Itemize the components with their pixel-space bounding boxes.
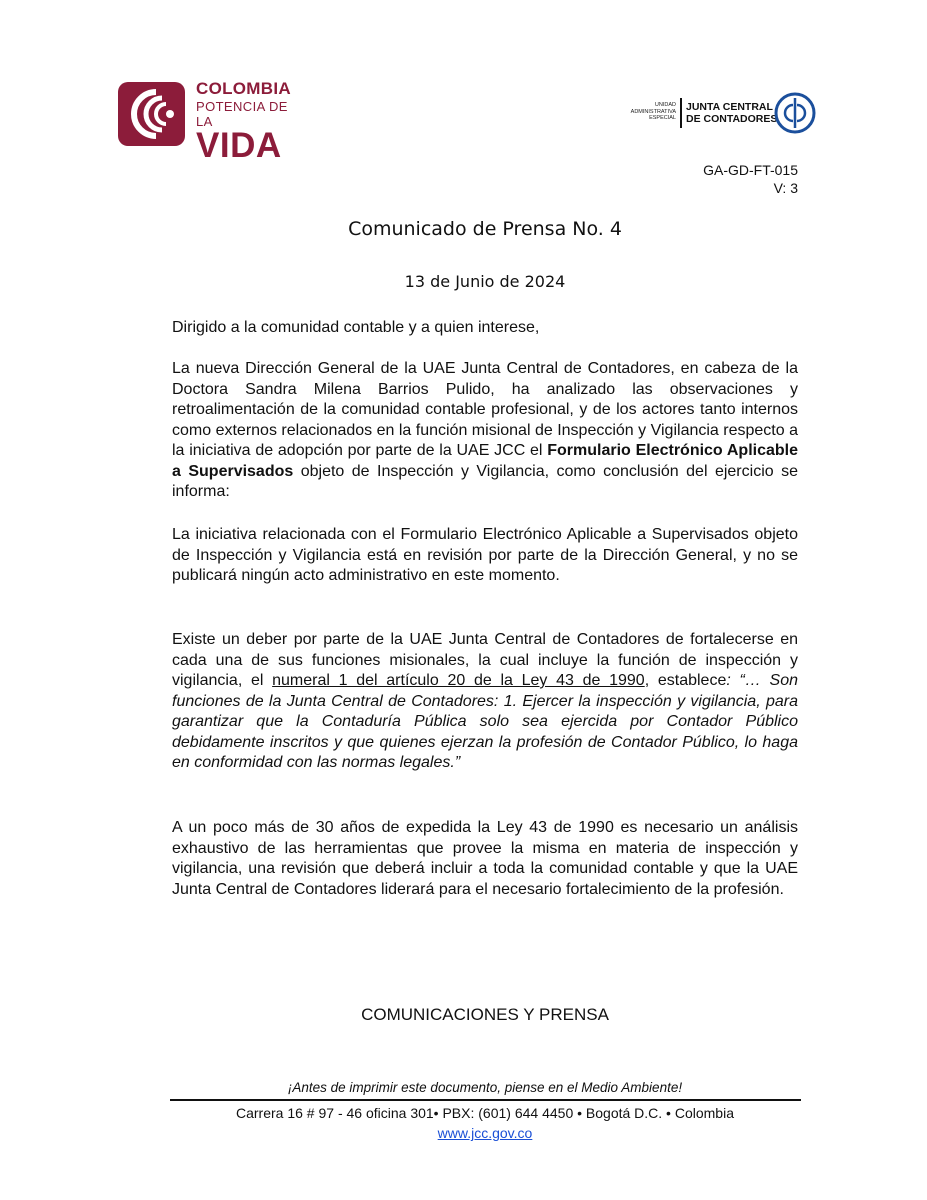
paragraph-2: La iniciativa relacionada con el Formulario Electrónico Aplicable a Supervisados objeto de Inspección y Vigilancia está en revisión por parte de la Dirección General, y no se publicará ningún acto administrativo en este momento. <box>172 526 798 584</box>
paragraph-4: A un poco más de 30 años de expedida la Ley 43 de 1990 es necesario un análisis exhaustivo de las herramientas que provee la misma en materia de inspección y vigilancia, una revisión que deberá incluir a toda la comunidad contable y que la UAE Junta Central de Contadores liderará para el necesario fortalecimiento de la profesión. <box>172 819 798 898</box>
jcc-small-line: ESPECIAL <box>649 115 676 121</box>
law-quote: : “… Son funciones de la Junta Central de Contadores: 1. Ejercer la inspección y vigilancia, para garantizar que la Contaduría Pública solo sea ejercida por Contador Público debidamente inscritos y que quienes ejerzan la profesión de Contador Público, lo haga en conformidad con las normas legales.” <box>172 672 798 771</box>
jcc-emblem-icon <box>773 92 817 134</box>
footer-environment-note: ¡Antes de imprimir este documento, piense en el Medio Ambiente! <box>287 1080 683 1095</box>
signature: COMUNICACIONES Y PRENSA <box>361 1005 609 1024</box>
colombia-logo-line3: VIDA <box>196 126 282 165</box>
footer-divider <box>170 1099 801 1101</box>
jcc-name-line1: JUNTA CENTRAL <box>686 101 773 113</box>
law-reference-link: numeral 1 del artículo 20 de la Ley 43 de 1990 <box>272 672 645 689</box>
paragraph-1 <box>172 359 798 503</box>
jcc-name-line2: DE CONTADORES <box>686 113 778 125</box>
press-date: 13 de Junio de 2024 <box>404 272 566 291</box>
document-code: GA-GD-FT-015 <box>703 162 798 178</box>
page-title: Comunicado de Prensa No. 4 <box>348 218 622 240</box>
jcc-logo-unit-label <box>620 102 676 122</box>
paragraph-1-bold: Formulario Electrónico Aplicable a Supervisados <box>172 442 799 480</box>
document-version: V: 3 <box>773 180 798 196</box>
colombia-logo-line1: COLOMBIA <box>196 79 291 98</box>
jcc-logo-divider <box>680 98 682 128</box>
website-link[interactable]: www.jcc.gov.co <box>437 1125 533 1141</box>
colombia-logo-line2: POTENCIA DE LA <box>196 99 288 129</box>
paragraph-1-text: La nueva Dirección General de la UAE Junta Central de Contadores, en cabeza de la Doctora Sandra Milena Barrios Pulido, ha analizado las observaciones y retroalimentación de la comunidad contable profesional, y de los actores tanto internos como externos relacionados en la función misional de Inspección y Vigilancia respecto a la iniciativa de adopción por parte de la UAE JCC el <box>172 360 798 459</box>
paragraph-3-after: , establece <box>644 672 727 689</box>
colombia-potencia-de-la-vida-logo <box>118 79 303 165</box>
colombia-logo-mark-icon <box>118 82 185 146</box>
paragraph-3 <box>172 630 798 774</box>
paragraph-3-text: Existe un deber por parte de la UAE Junta Central de Contadores de fortalecerse en cada una de sus funciones misionales, la cual incluye la función de inspección y vigilancia, el <box>172 631 798 689</box>
footer-website <box>0 1125 927 1141</box>
paragraph-1-after: objeto de Inspección y Vigilancia, como conclusión del ejercicio se informa: <box>172 462 798 500</box>
jcc-logo <box>620 92 820 134</box>
jcc-small-line: ADMINISTRATIVA <box>630 108 676 115</box>
jcc-small-line: UNIDAD <box>654 102 676 108</box>
greeting: Dirigido a la comunidad contable y a quien interese, <box>172 319 540 336</box>
footer-address: Carrera 16 # 97 - 46 oficina 301• PBX: (601) 644 4450 • Bogotá D.C. • Colombia <box>236 1105 734 1121</box>
